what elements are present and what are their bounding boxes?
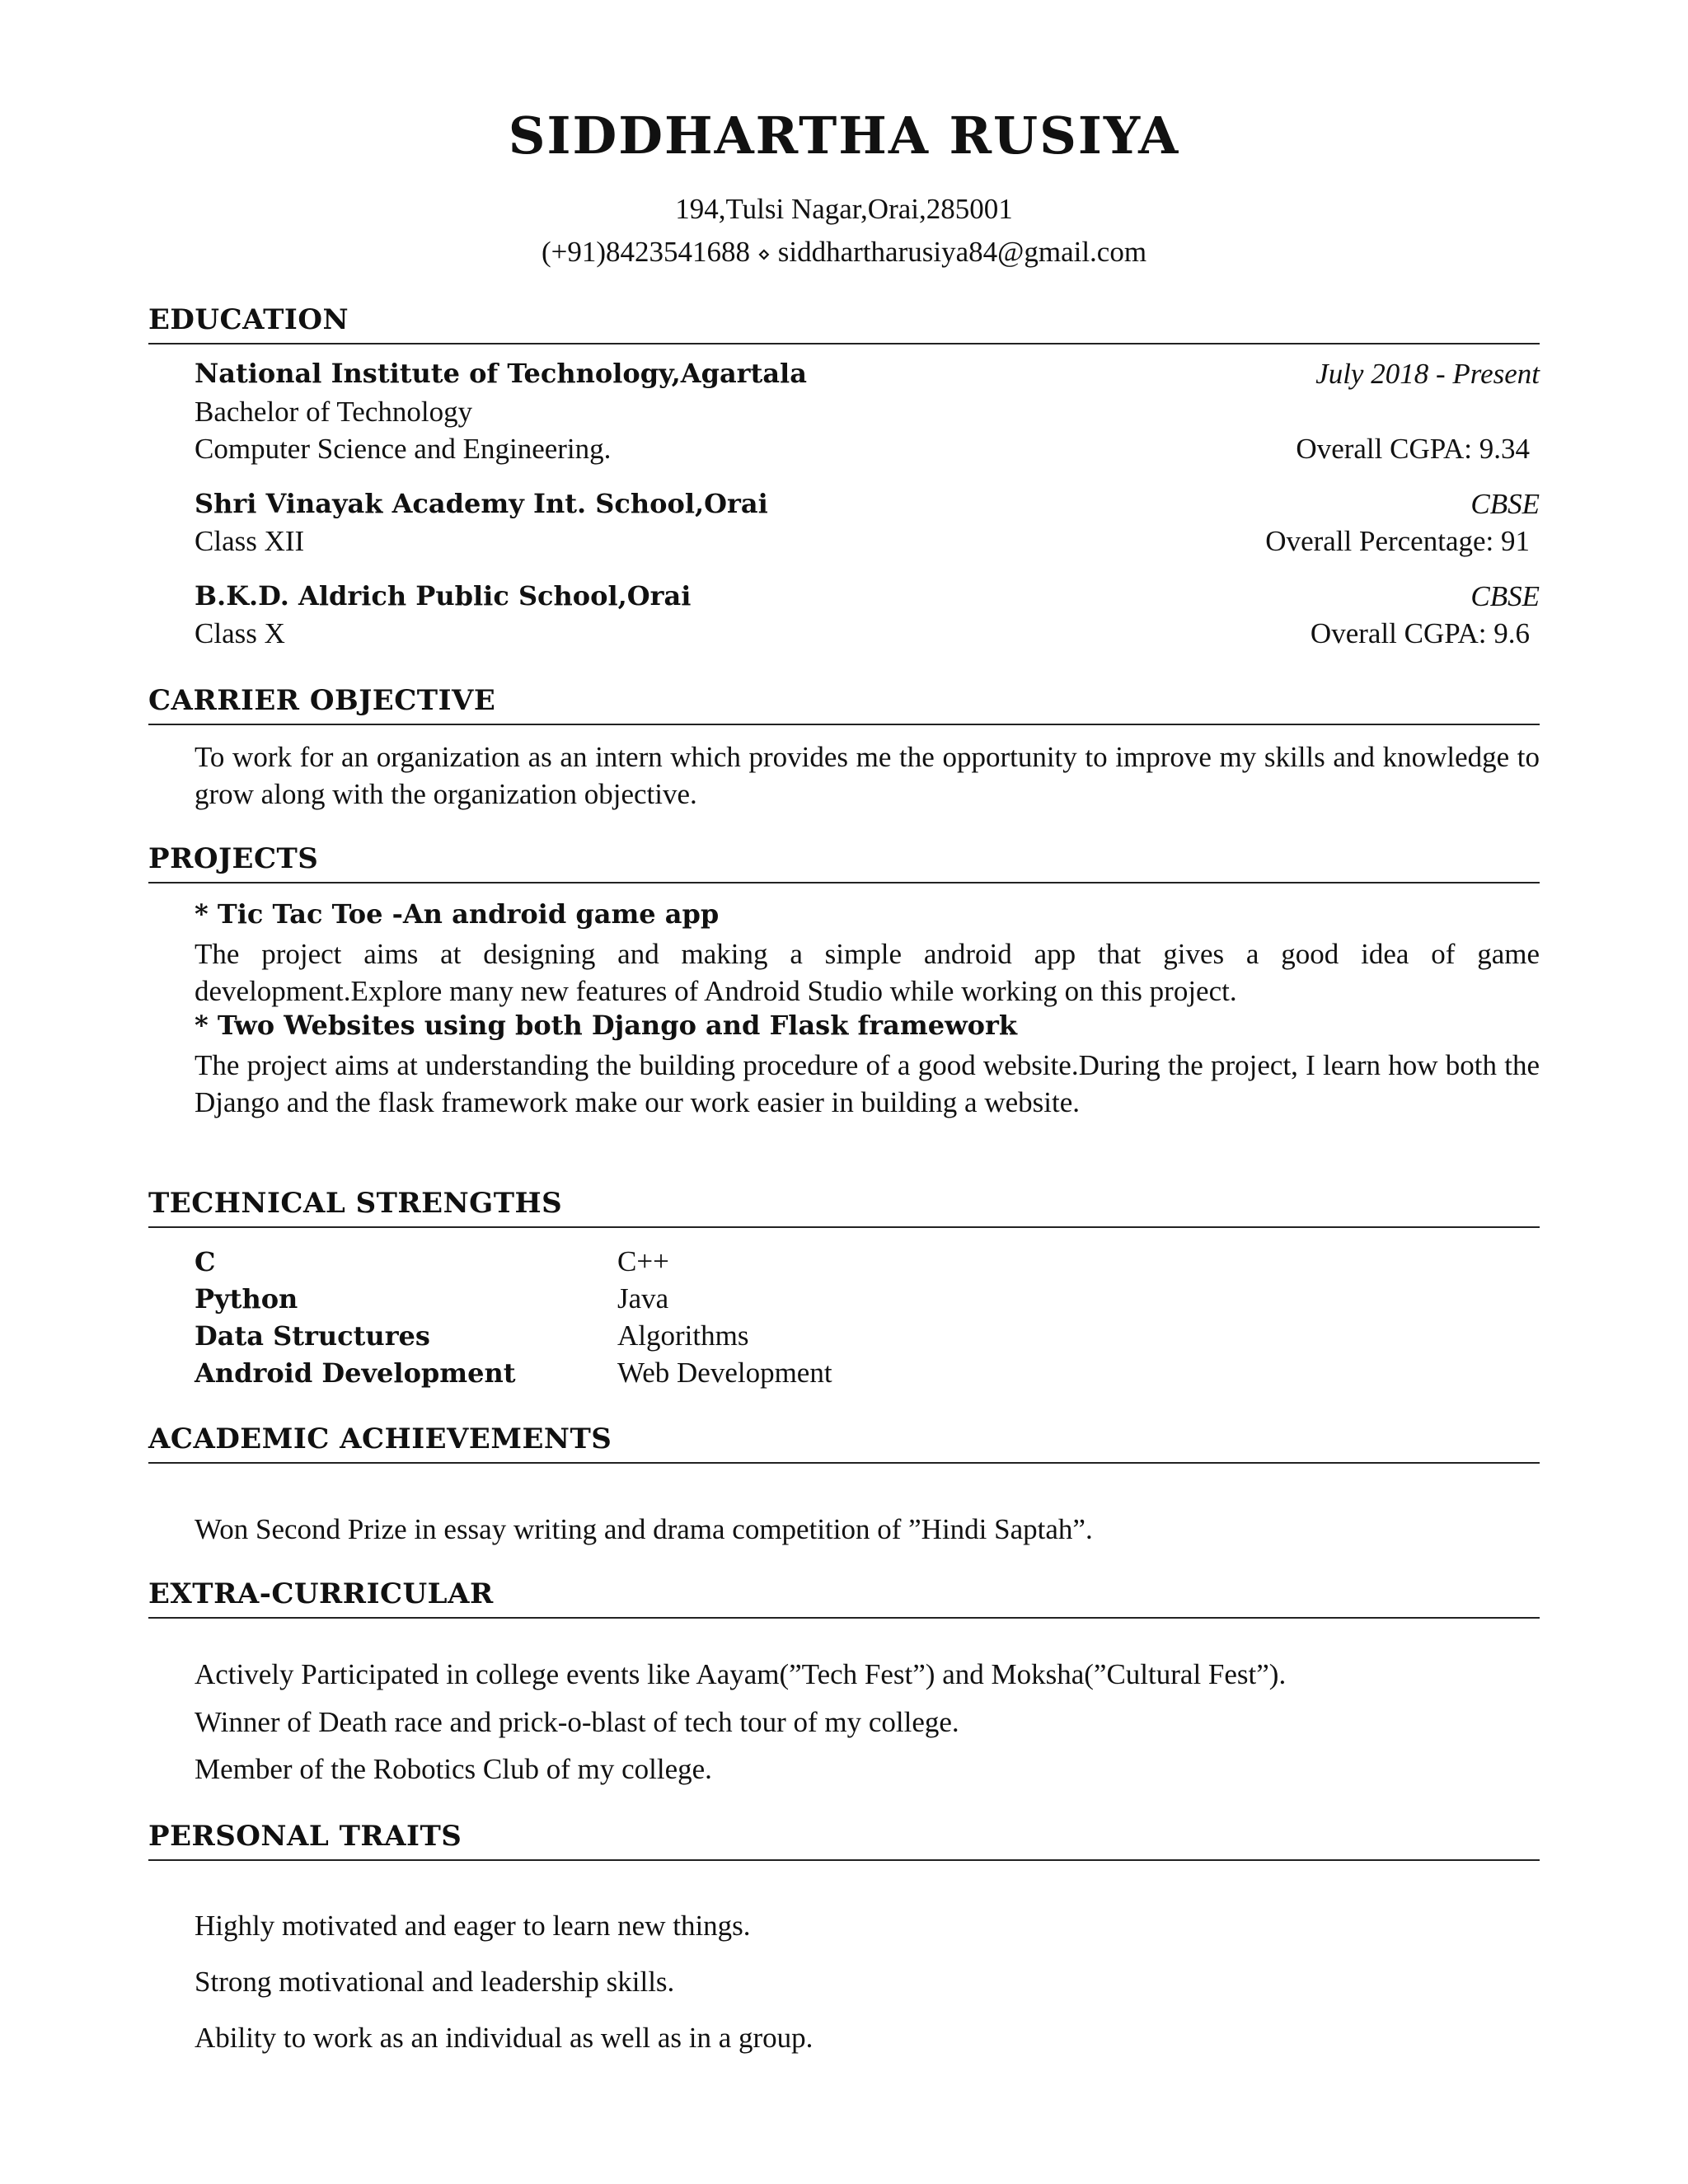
education-entry-nit — [195, 358, 1540, 394]
education-score: Overall CGPA: 9.34 — [1296, 433, 1530, 465]
branch: Computer Science and Engineering. — [195, 433, 612, 465]
skill-item: C++ — [617, 1245, 669, 1277]
extracurricular-item: Member of the Robotics Club of my college. — [195, 1753, 712, 1785]
contact-line — [148, 236, 1540, 269]
skill-item: C — [195, 1246, 216, 1277]
skill-item: Data Structures — [195, 1320, 430, 1352]
objective-text: To work for an organization as an intern which provides me the opportunity to improve my skills and knowledge to grow along with the organization objective. — [195, 741, 1540, 810]
section-heading-achievements: ACADEMIC ACHIEVEMENTS — [148, 1422, 1540, 1464]
education-entry-class-x — [195, 580, 1540, 616]
section-heading-objective: CARRIER OBJECTIVE — [148, 684, 1540, 725]
resume-page — [148, 0, 1540, 2184]
education-board: CBSE — [1470, 580, 1540, 612]
section-heading-education: EDUCATION — [148, 303, 1540, 344]
education-dates: July 2018 - Present — [1315, 358, 1540, 390]
education-degree-row — [195, 396, 1540, 432]
education-board: CBSE — [1470, 488, 1540, 520]
skill-item: Web Development — [617, 1357, 832, 1389]
institution-name: Shri Vinayak Academy Int. School,Orai — [195, 488, 768, 519]
class-level: Class X — [195, 617, 285, 649]
project-title: * Two Websites using both Django and Flask framework — [195, 1010, 1017, 1041]
address: 194,Tulsi Nagar,Orai,285001 — [675, 193, 1013, 225]
education-class-row — [195, 617, 1540, 654]
trait-item: Ability to work as an individual as well as in a group. — [195, 2022, 814, 2054]
trait-item: Strong motivational and leadership skills. — [195, 1966, 675, 1998]
degree: Bachelor of Technology — [195, 396, 473, 428]
education-class-row — [195, 525, 1540, 561]
institution-name: National Institute of Technology,Agartala — [195, 358, 807, 389]
section-heading-extracurricular: EXTRA-CURRICULAR — [148, 1577, 1540, 1619]
project-description: The project aims at designing and making a simple android app that gives a good idea of game development.Explore many new features of Android Studio while working on this project. — [195, 938, 1540, 1007]
phone-number: (+91)8423541688 — [541, 236, 750, 268]
diamond-separator-icon: ⋄ — [757, 242, 771, 266]
class-level: Class XII — [195, 525, 305, 557]
candidate-name: SIDDHARTHA RUSIYA — [508, 105, 1180, 166]
section-heading-traits: PERSONAL TRAITS — [148, 1820, 1540, 1861]
extracurricular-item: Actively Participated in college events like Aayam(”Tech Fest”) and Moksha(”Cultural Fest”). — [195, 1658, 1287, 1690]
section-heading-projects: PROJECTS — [148, 842, 1540, 883]
skill-item: Android Development — [195, 1357, 516, 1389]
achievement-item: Won Second Prize in essay writing and drama competition of ”Hindi Saptah”. — [195, 1513, 1093, 1545]
education-entry-class-xii — [195, 488, 1540, 524]
email-address: siddhartharusiya84@gmail.com — [777, 236, 1147, 268]
skill-item: Python — [195, 1283, 298, 1315]
education-branch-row — [195, 433, 1540, 469]
institution-name: B.K.D. Aldrich Public School,Orai — [195, 580, 692, 612]
trait-item: Highly motivated and eager to learn new things. — [195, 1910, 751, 1942]
education-score: Overall Percentage: 91 — [1265, 525, 1530, 557]
skill-item: Java — [617, 1282, 669, 1315]
project-title: * Tic Tac Toe -An android game app — [195, 898, 720, 930]
extracurricular-item: Winner of Death race and prick-o-blast of tech tour of my college. — [195, 1706, 959, 1738]
project-description: The project aims at understanding the building procedure of a good website.During the project, I learn how both the Django and the flask framework make our work easier in building a website. — [195, 1049, 1540, 1118]
section-heading-skills: TECHNICAL STRENGTHS — [148, 1187, 1540, 1228]
education-score: Overall CGPA: 9.6 — [1310, 617, 1530, 649]
skill-item: Algorithms — [617, 1319, 749, 1352]
